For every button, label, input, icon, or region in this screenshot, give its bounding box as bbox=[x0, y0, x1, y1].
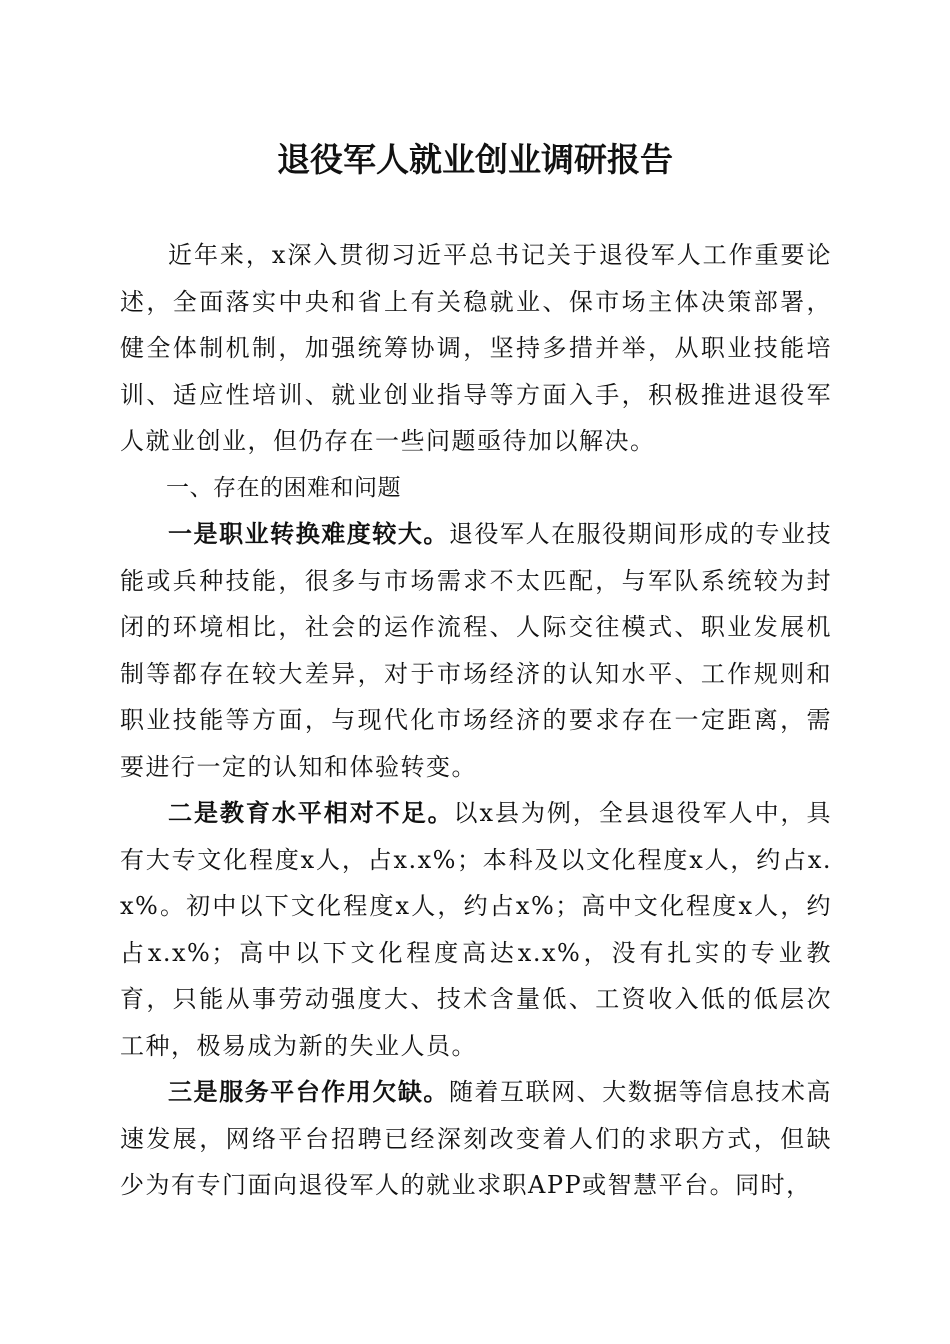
point-text: 退役军人在服役期间形成的专业技能或兵种技能，很多与市场需求不太匹配，与军队系统较为封闭的环境相比，社会的运作流程、人际交往模式、职业发展机制等都存在较大差异，对于市场经济的认知水平、工作规则和职业技能等方面，与现代化市场经济的要求存在一定距离，需要进行一定的认知和体验转变。 bbox=[120, 520, 833, 781]
document-body bbox=[120, 232, 832, 1209]
section-heading: 一、存在的困难和问题 bbox=[166, 474, 401, 501]
point-text: 以x县为例，全县退役军人中，具有大专文化程度x人，占x.x%；本科及以文化程度x人，约占x.x%。初中以下文化程度x人，约占x%；高中文化程度x人，约占x.x%；高中以下文化程度高达x.x%，没有扎实的专业教育，只能从事劳动强度大、技术含量低、工资收入低的低层次工种，极易成为新的失业人员。 bbox=[120, 799, 832, 1060]
point-lead: 二是教育水平相对不足。 bbox=[168, 798, 454, 827]
point-paragraph-3 bbox=[120, 1069, 832, 1209]
point-paragraph-1 bbox=[120, 511, 832, 790]
point-lead: 一是职业转换难度较大。 bbox=[168, 519, 449, 548]
point-paragraph-2 bbox=[120, 790, 832, 1069]
point-lead: 三是服务平台作用欠缺。 bbox=[168, 1077, 449, 1106]
intro-paragraph: 近年来，x深入贯彻习近平总书记关于退役军人工作重要论述，全面落实中央和省上有关稳就业、保市场主体决策部署，健全体制机制，加强统筹协调，坚持多措并举，从职业技能培训、适应性培训、就业创业指导等方面入手，积极推进退役军人就业创业，但仍存在一些问题亟待加以解决。 bbox=[120, 241, 832, 455]
document-title: 退役军人就业创业调研报告 bbox=[277, 140, 673, 179]
point-text: 随着互联网、大数据等信息技术高速发展，网络平台招聘已经深刻改变着人们的求职方式，但缺少为有专门面向退役军人的就业求职APP或智慧平台。同时， bbox=[120, 1078, 833, 1199]
